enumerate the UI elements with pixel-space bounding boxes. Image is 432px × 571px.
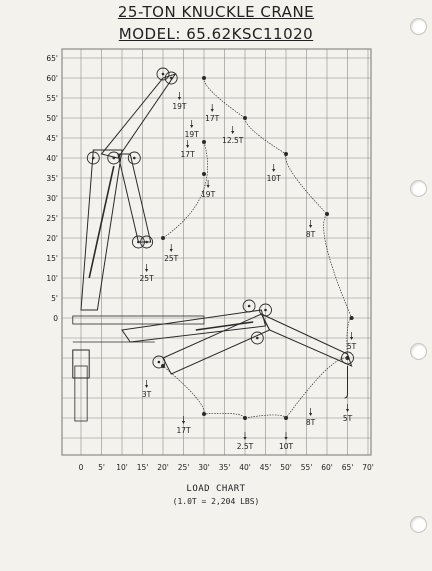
pivot-pin xyxy=(248,305,251,308)
x-axis-tick-label: 10' xyxy=(116,463,128,472)
load-capacity-label: 17T xyxy=(176,426,191,435)
y-axis-tick-label: 20' xyxy=(46,234,58,243)
pivot-pin xyxy=(162,73,165,76)
load-capacity-label: 5T xyxy=(342,414,353,423)
y-axis-tick-label: 65' xyxy=(46,54,58,63)
load-pointer-arrow xyxy=(182,421,185,424)
load-pointer-arrow xyxy=(346,409,349,412)
load-chart-caption: LOAD CHART xyxy=(186,484,246,494)
y-axis-tick-label: 50' xyxy=(46,114,58,123)
reach-point-marker xyxy=(346,356,350,360)
binder-hole xyxy=(410,180,427,197)
load-pointer-arrow xyxy=(145,269,148,272)
reach-point-marker xyxy=(202,412,206,416)
x-axis-tick-label: 35' xyxy=(218,463,231,472)
grid xyxy=(62,49,371,455)
reach-point-marker xyxy=(161,364,165,368)
y-axis-tick-label: 0 xyxy=(53,314,58,323)
y-axis-tick-label: 15' xyxy=(46,254,58,263)
y-axis-tick-label: 40' xyxy=(46,154,58,163)
load-pointer-arrow xyxy=(272,169,275,172)
load-pointer-arrow xyxy=(145,385,148,388)
main-boom-down xyxy=(122,310,266,342)
load-capacity-label: 17T xyxy=(205,114,220,123)
conversion-note: (1.0T = 2,204 LBS) xyxy=(172,497,260,506)
x-axis-tick-label: 45' xyxy=(259,463,272,472)
load-pointer-arrow xyxy=(178,97,181,100)
load-capacity-label: 8T xyxy=(305,230,316,239)
jib-boom-down xyxy=(163,314,270,374)
load-capacity-label: 19T xyxy=(184,130,199,139)
y-axis-tick-label: 35' xyxy=(46,174,58,183)
load-pointer-arrow xyxy=(284,437,287,440)
x-axis-tick-label: 15' xyxy=(136,463,149,472)
load-capacity-label: 12.5T xyxy=(222,136,244,145)
y-axis-tick-label: 55' xyxy=(46,94,58,103)
hook-icon xyxy=(345,366,348,398)
reach-point-marker xyxy=(161,236,165,240)
x-axis-tick-label: 20' xyxy=(157,463,169,472)
y-axis-tick-label: 45' xyxy=(46,134,58,143)
load-capacity-label: 25T xyxy=(164,254,179,263)
load-pointer-arrow xyxy=(211,109,214,112)
x-axis-tick-label: 60' xyxy=(321,463,333,472)
pivot-pin xyxy=(92,157,95,160)
x-axis-tick-label: 25' xyxy=(177,463,190,472)
load-labels xyxy=(140,92,357,451)
load-capacity-label: 25T xyxy=(139,274,154,283)
load-pointer-arrow xyxy=(186,145,189,148)
reach-point-marker xyxy=(243,116,247,120)
grid-border xyxy=(62,49,371,455)
load-pointer-arrow xyxy=(207,185,210,188)
jib-boom-up xyxy=(102,74,176,158)
binder-hole xyxy=(410,343,427,360)
y-axis-tick-label: 30' xyxy=(46,194,58,203)
x-axis-tick-label: 50' xyxy=(280,463,292,472)
reach-point-marker xyxy=(284,152,288,156)
load-capacity-label: 8T xyxy=(305,418,316,427)
reach-point-marker xyxy=(284,416,288,420)
load-capacity-label: 5T xyxy=(346,342,357,351)
x-axis-tick-label: 0 xyxy=(78,463,84,472)
x-axis-tick-label: 5' xyxy=(98,463,105,472)
reach-point-marker xyxy=(350,316,354,320)
x-axis-tick-label: 70' xyxy=(362,463,374,472)
reach-envelope xyxy=(161,76,354,420)
x-axis-tick-label: 65' xyxy=(341,463,354,472)
load-capacity-label: 10T xyxy=(266,174,281,183)
crane-deck xyxy=(73,316,204,324)
reach-point-marker xyxy=(202,172,206,176)
binder-hole xyxy=(410,516,427,533)
y-axis-tick-label: 60' xyxy=(46,74,58,83)
x-axis-tick-label: 40' xyxy=(239,463,251,472)
load-pointer-arrow xyxy=(243,437,246,440)
reach-point-marker xyxy=(325,212,329,216)
y-axis-tick-label: 5' xyxy=(51,294,58,303)
load-capacity-label: 3T xyxy=(141,390,152,399)
reach-point-marker xyxy=(202,76,206,80)
y-axis-tick-label: 25' xyxy=(46,214,58,223)
load-pointer-arrow xyxy=(170,249,173,252)
y-axis-tick-label: 10' xyxy=(46,274,58,283)
load-capacity-label: 10T xyxy=(278,442,294,451)
pivot-pin xyxy=(137,241,140,244)
pivot-pin xyxy=(145,241,148,244)
load-capacity-label: 17T xyxy=(180,150,195,159)
reach-point-marker xyxy=(243,416,247,420)
pivot-pin xyxy=(113,157,116,160)
chart-model-subtitle: MODEL: 65.62KSC11020 xyxy=(118,25,314,43)
chart-title: 25-TON KNUCKLE CRANE xyxy=(117,3,315,21)
load-pointer-arrow xyxy=(309,225,312,228)
pivot-pin xyxy=(264,309,267,312)
pivot-pin xyxy=(158,361,161,364)
x-axis-tick-label: 30' xyxy=(198,463,210,472)
reach-point-marker xyxy=(202,140,206,144)
pivot-pin xyxy=(133,157,136,160)
binder-hole xyxy=(410,18,427,35)
load-pointer-arrow xyxy=(190,125,193,128)
load-capacity-label: 19T xyxy=(201,190,216,199)
load-pointer-arrow xyxy=(231,131,234,134)
pivot-pin xyxy=(170,77,173,80)
load-capacity-label: 19T xyxy=(172,102,187,111)
load-pointer-arrow xyxy=(309,413,312,416)
x-axis-tick-label: 55' xyxy=(300,463,313,472)
outer-reach-arc xyxy=(163,78,352,418)
load-capacity-label: 2.5T xyxy=(236,442,254,451)
pivot-pin xyxy=(256,337,259,340)
load-pointer-arrow xyxy=(350,337,353,340)
